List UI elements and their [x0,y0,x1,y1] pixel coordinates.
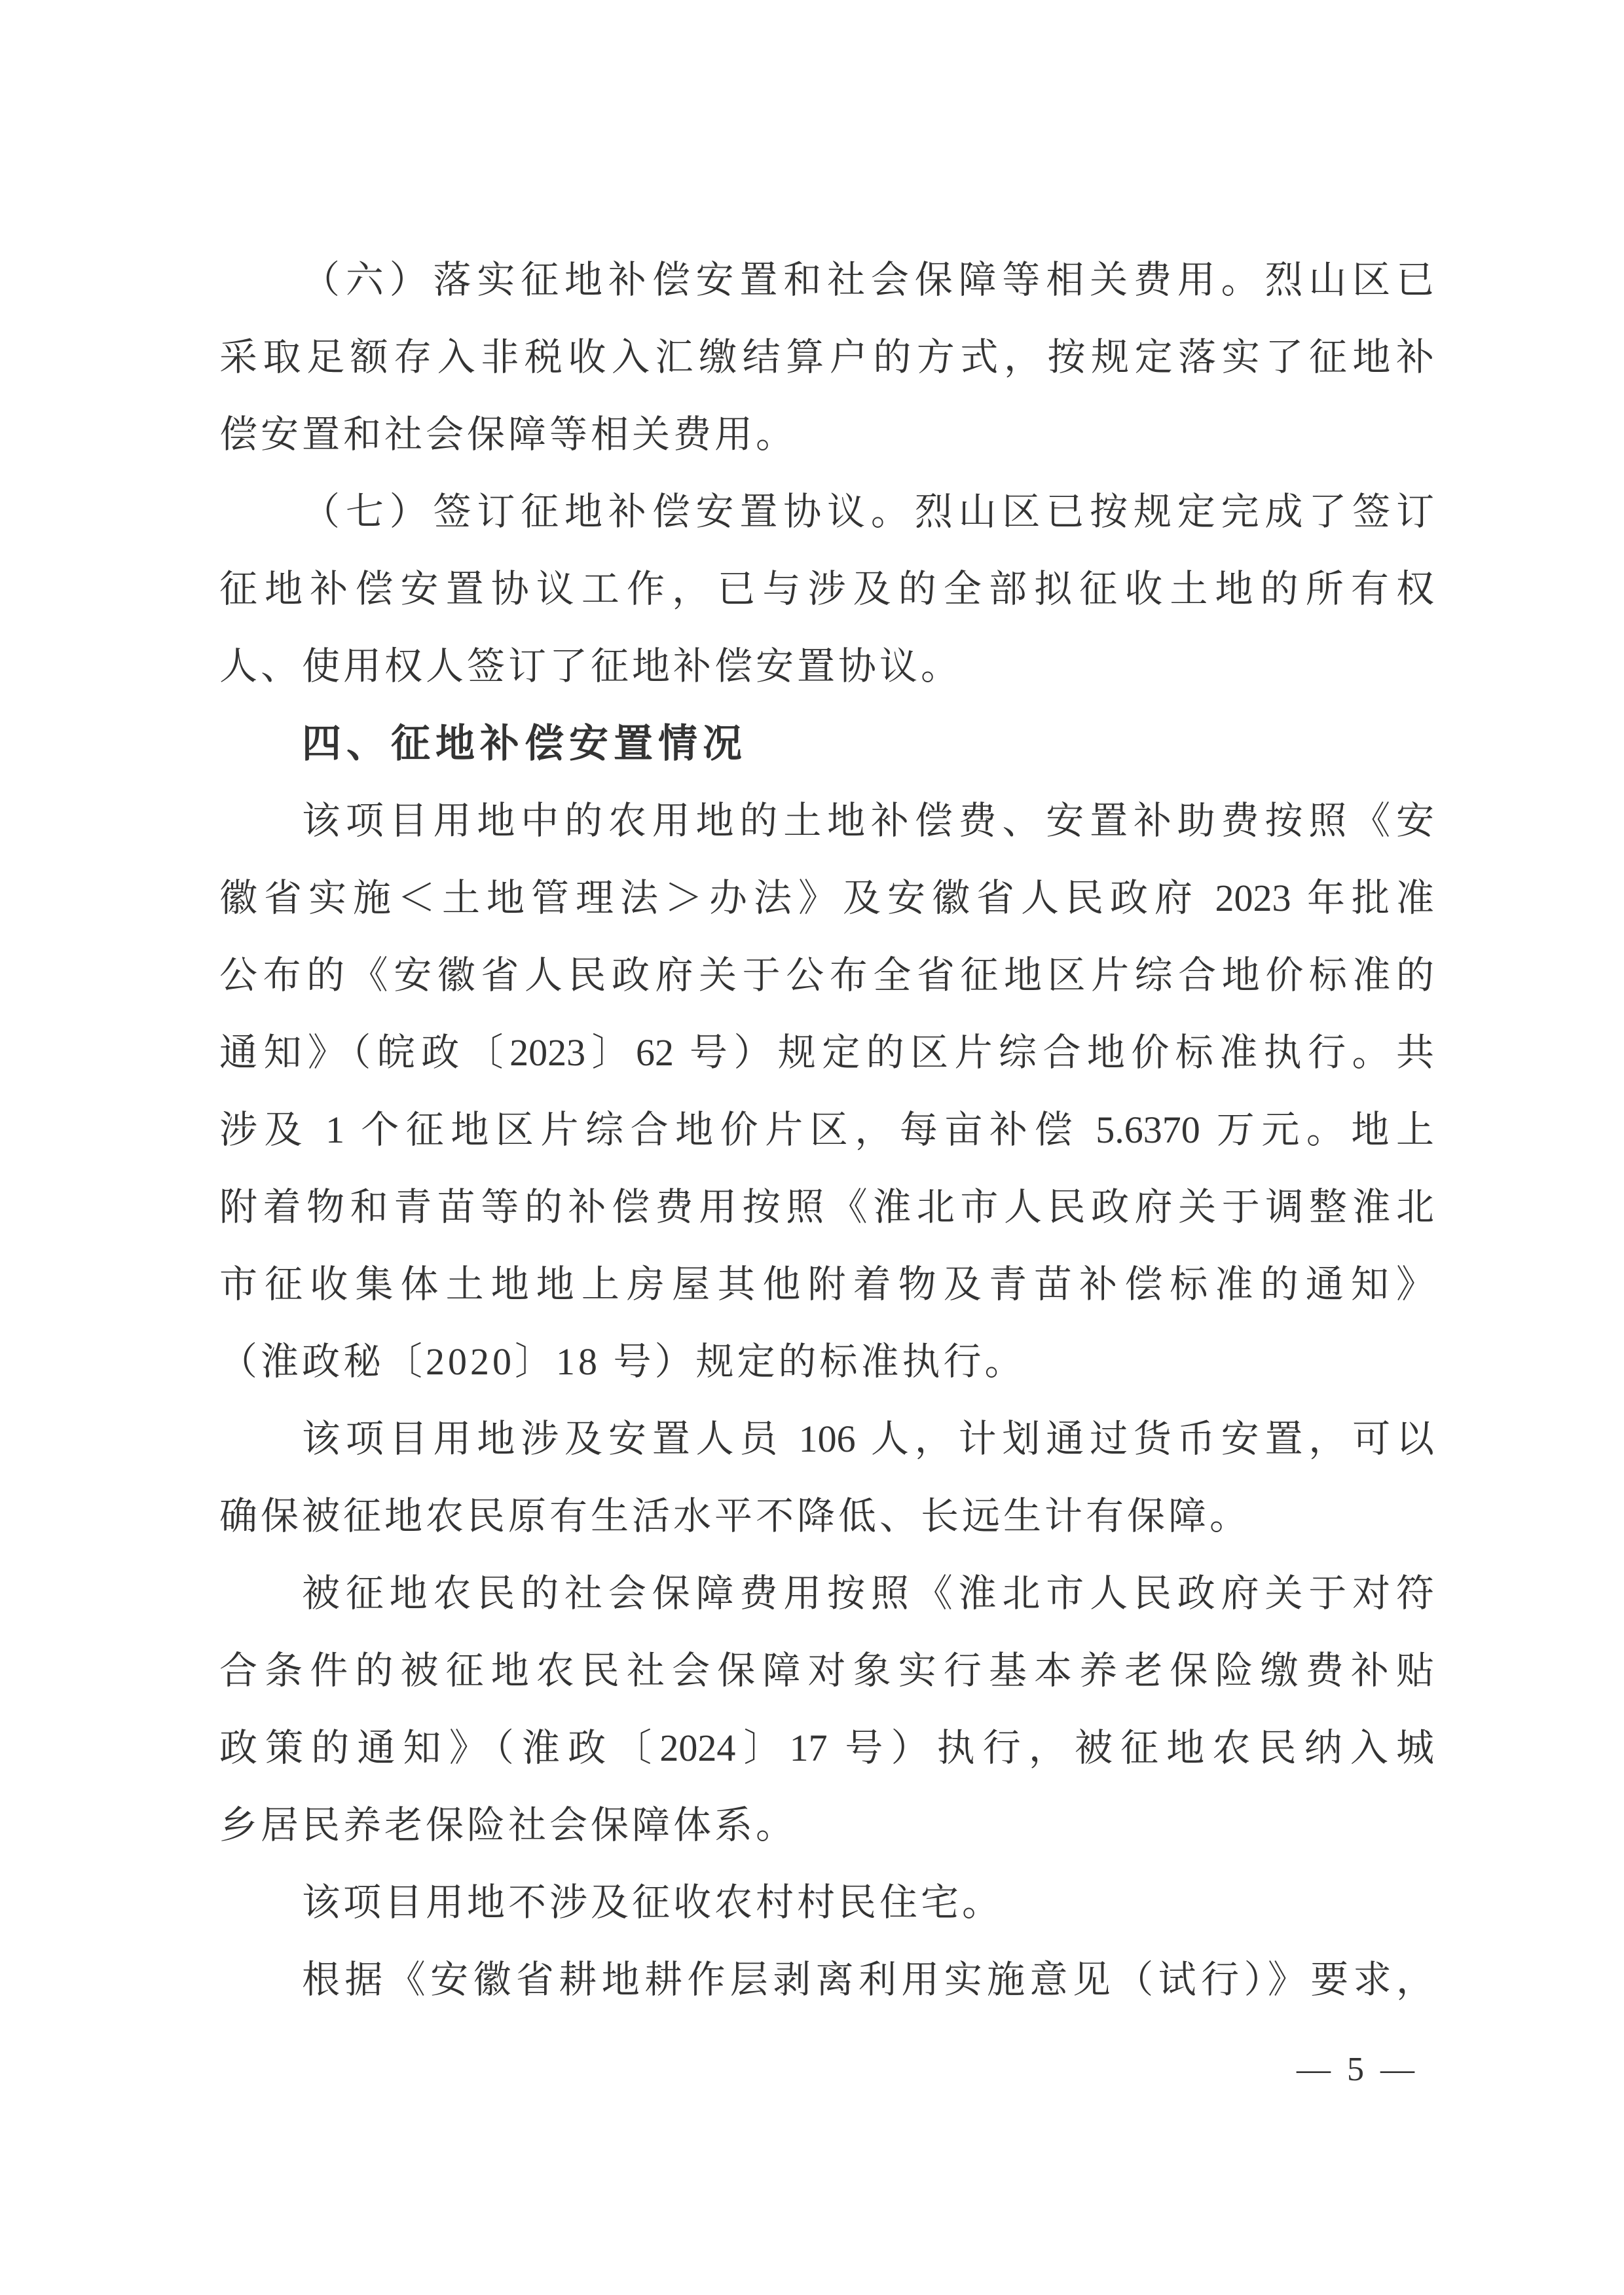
paragraph-line: 人、使用权人签订了征地补偿安置协议。 [219,645,963,688]
paragraph-line: 征地补偿安置协议工作，已与涉及的全部拟征收土地的所有权 [219,568,1434,610]
paragraph-line: 该项目用地不涉及征收农村村民住宅。 [302,1881,1004,1924]
paragraph-line: 该项目用地涉及安置人员 106 人，计划通过货币安置，可以 [302,1418,1434,1460]
paragraph-line: 被征地农民的社会保障费用按照《淮北市人民政府关于对符 [302,1572,1434,1615]
paragraph-line: 乡居民养老保险社会保障体系。 [219,1804,798,1846]
paragraph-line: 确保被征地农民原有生活水平不降低、长远生计有保障。 [219,1495,1251,1537]
paragraph-line: 通知》（皖政〔2023〕62 号）规定的区片综合地价标准执行。共 [219,1031,1434,1074]
page-number: — 5 — [1297,2051,1414,2088]
paragraph-line: 政策的通知》（淮政〔2024〕17 号）执行，被征地农民纳入城 [219,1727,1434,1769]
paragraph-line: （淮政秘〔2020〕18 号）规定的标准执行。 [219,1340,1026,1383]
paragraph-line: （六）落实征地补偿安置和社会保障等相关费用。烈山区已 [302,259,1434,301]
section-heading: 四、征地补偿安置情况 [302,722,747,765]
paragraph-line: 合条件的被征地农民社会保障对象实行基本养老保险缴费补贴 [219,1649,1434,1692]
paragraph-line: 该项目用地中的农用地的土地补偿费、安置补助费按照《安 [302,799,1434,842]
paragraph-line: 涉及 1 个征地区片综合地价片区，每亩补偿 5.6370 万元。地上 [219,1109,1434,1151]
paragraph-line: 根据《安徽省耕地耕作层剥离利用实施意见（试行）》要求， [302,1958,1434,2001]
paragraph-line: 徽省实施＜土地管理法＞办法》及安徽省人民政府 2023 年批准 [219,877,1434,919]
paragraph-line: （七）签订征地补偿安置协议。烈山区已按规定完成了签订 [302,490,1434,533]
paragraph-line: 公布的《安徽省人民政府关于公布全省征地区片综合地价标准的 [219,954,1434,997]
paragraph-line: 市征收集体土地地上房屋其他附着物及青苗补偿标准的通知》 [219,1263,1434,1306]
paragraph-line: 偿安置和社会保障等相关费用。 [219,413,798,456]
paragraph-line: 附着物和青苗等的补偿费用按照《淮北市人民政府关于调整淮北 [219,1186,1434,1228]
document-body [219,242,1434,2019]
paragraph-line: 采取足额存入非税收入汇缴结算户的方式，按规定落实了征地补 [219,336,1434,378]
